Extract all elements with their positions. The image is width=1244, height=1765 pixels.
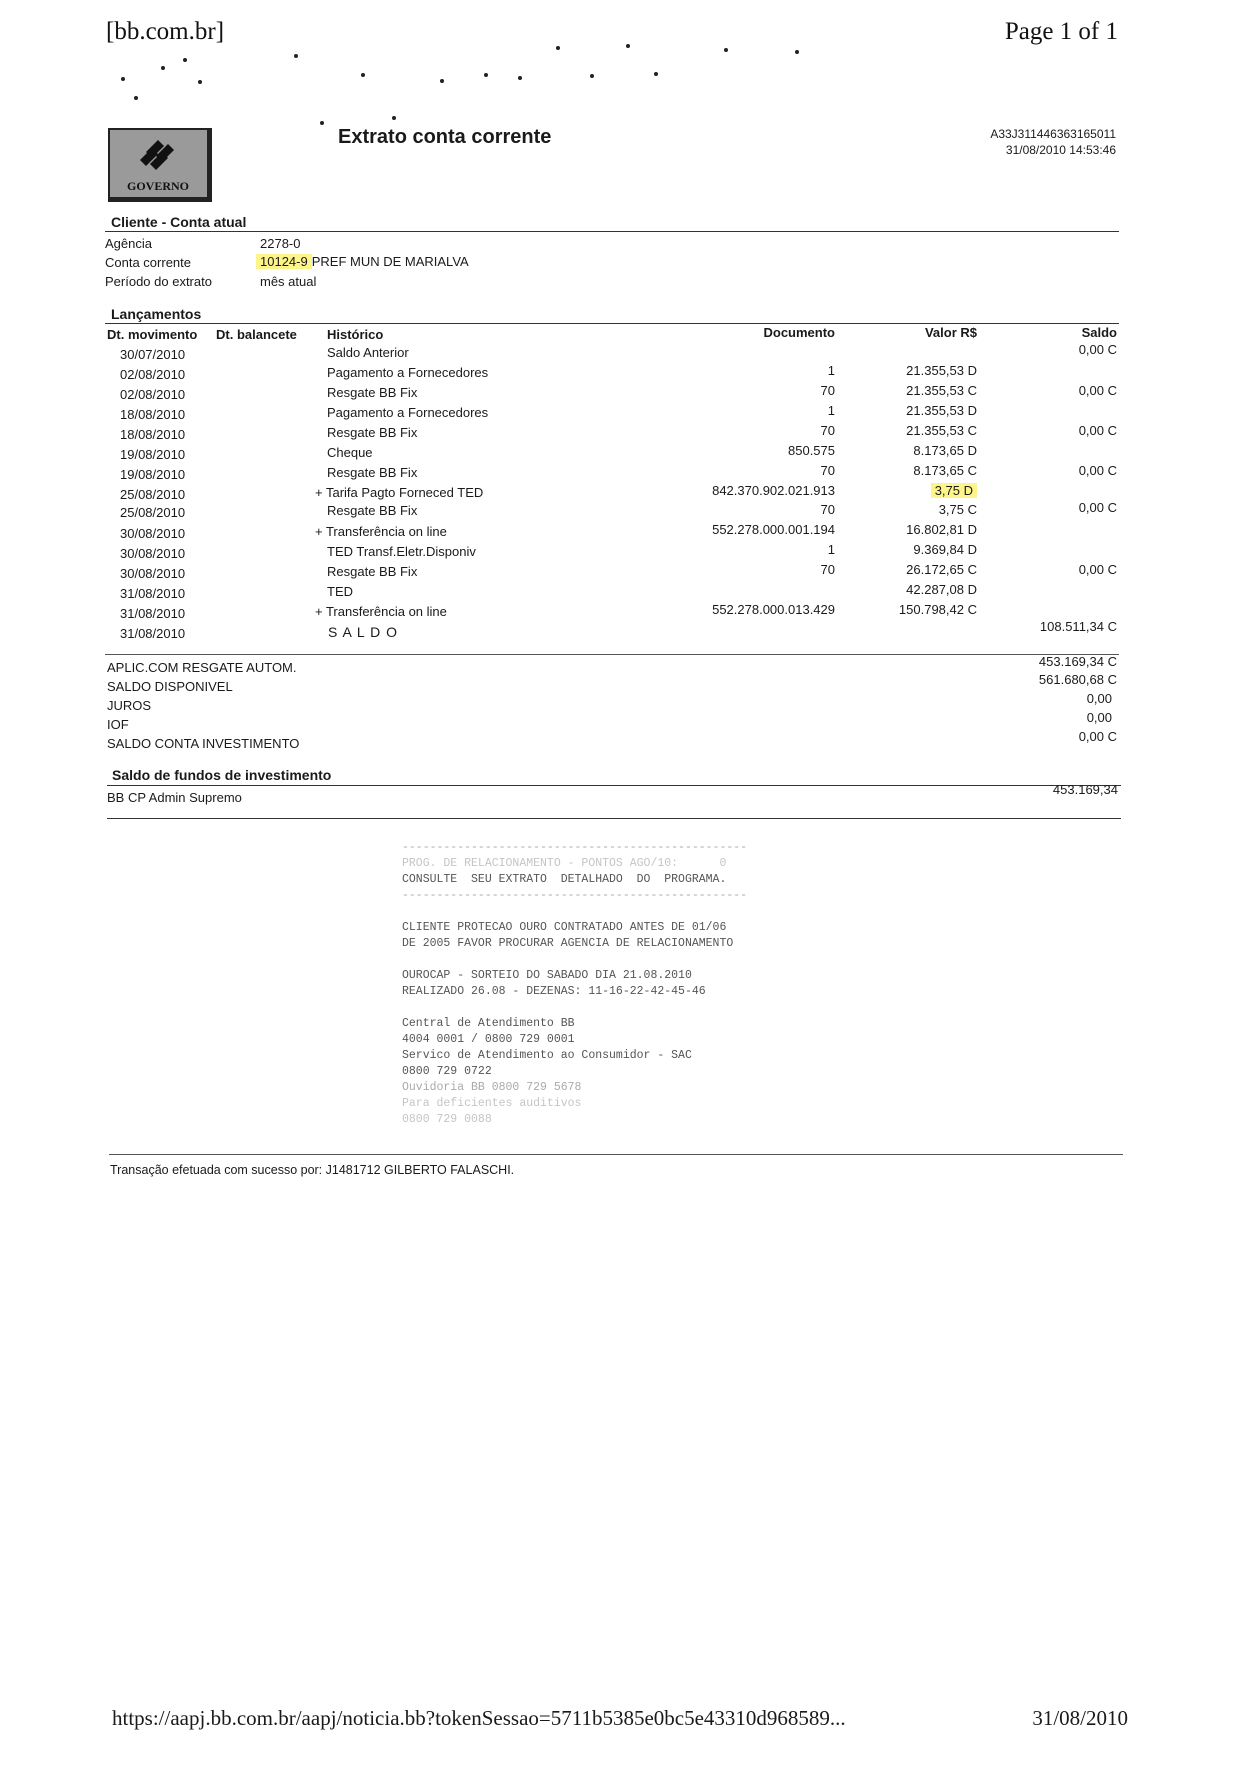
row-valor: 3,75 C [938, 502, 977, 517]
row-documento: 70 [820, 463, 835, 478]
periodo-label: Período do extrato [105, 274, 212, 289]
row-saldo: 0,00 C [1078, 383, 1117, 398]
row-valor: 16.802,81 D [906, 522, 977, 537]
print-date: 31/08/2010 [1032, 1706, 1128, 1730]
row-documento: 552.278.000.013.429 [712, 602, 835, 617]
row-documento: 850.575 [788, 443, 835, 458]
client-section-rule [105, 231, 1119, 232]
summary-label: SALDO DISPONIVEL [107, 679, 233, 694]
row-historico: TED [327, 584, 353, 599]
col-header-dt-movimento: Dt. movimento [107, 327, 198, 342]
summary-value: 453.169,34 C [1038, 654, 1117, 669]
col-header-valor: Valor R$ [924, 325, 977, 340]
summary-value: 0,00 [1086, 691, 1112, 706]
row-valor: 21.355,53 D [906, 363, 977, 378]
dash-line: -------------------------------------------------- [402, 889, 748, 902]
row-documento: 70 [820, 383, 835, 398]
message-line: DE 2005 FAVOR PROCURAR AGENCIA DE RELACIONAMENTO [402, 937, 734, 950]
row-valor: 21.355,53 C [906, 383, 977, 398]
fundos-section-rule [107, 785, 1121, 786]
row-documento: 842.370.902.021.913 [712, 483, 835, 498]
row-date: 30/08/2010 [120, 566, 186, 581]
footer-rule [109, 1154, 1123, 1155]
fundos-section-title: Saldo de fundos de investimento [112, 767, 332, 783]
row-date: 02/08/2010 [120, 367, 186, 382]
message-line: 4004 0001 / 0800 729 0001 [402, 1033, 575, 1046]
row-date: 30/07/2010 [120, 347, 186, 362]
row-date: 31/08/2010 [120, 586, 186, 601]
row-date: 30/08/2010 [120, 526, 186, 541]
conta-name: PREF MUN DE MARIALVA [311, 254, 469, 269]
row-saldo: 0,00 C [1078, 562, 1117, 577]
row-documento: 70 [820, 562, 835, 577]
document-code-block [990, 126, 1116, 158]
table-row [0, 619, 1244, 644]
row-date: 30/08/2010 [120, 546, 186, 561]
message-line: CLIENTE PROTECAO OURO CONTRATADO ANTES DE 01/06 [402, 921, 727, 934]
lancamentos-section-rule [105, 323, 1119, 324]
row-date: 19/08/2010 [120, 447, 186, 462]
row-historico: + Transferência on line [315, 524, 447, 539]
summary-value: 0,00 C [1078, 729, 1117, 744]
message-line: OUROCAP - SORTEIO DO SABADO DIA 21.08.2010 [402, 969, 692, 982]
col-header-dt-balancete: Dt. balancete [216, 327, 297, 342]
table-row [0, 500, 1244, 525]
row-date: 02/08/2010 [120, 387, 186, 402]
table-row [0, 524, 1244, 544]
row-saldo: 0,00 C [1078, 423, 1117, 438]
lancamentos-section-title: Lançamentos [111, 306, 202, 322]
message-line: Servico de Atendimento ao Consumidor - SAC [402, 1049, 692, 1062]
transaction-footer: Transação efetuada com sucesso por: J1481712 GILBERTO FALASCHI. [110, 1163, 515, 1177]
row-historico: + Transferência on line [315, 604, 447, 619]
message-line: Ouvidoria BB 0800 729 5678 [402, 1081, 582, 1094]
document-code: A33J311446363165011 [990, 127, 1116, 141]
summary-label: APLIC.COM RESGATE AUTOM. [107, 660, 297, 675]
summary-label: IOF [107, 717, 129, 732]
row-valor: 8.173,65 D [913, 443, 977, 458]
col-header-saldo: Saldo [1081, 325, 1117, 340]
message-line: 0800 729 0088 [402, 1113, 492, 1126]
row-valor: 9.369,84 D [913, 542, 977, 557]
row-documento: 1 [827, 542, 835, 557]
row-date: 18/08/2010 [120, 427, 186, 442]
table-row [0, 445, 1244, 465]
message-line: 0800 729 0722 [402, 1065, 492, 1078]
table-row [0, 365, 1244, 385]
row-valor: 26.172,65 C [906, 562, 977, 577]
dash-line: -------------------------------------------------- [402, 841, 748, 854]
site-header: [bb.com.br] [106, 18, 225, 45]
row-date: 31/08/2010 [120, 626, 186, 641]
row-valor: 21.355,53 D [906, 403, 977, 418]
row-saldo: 0,00 C [1078, 342, 1117, 357]
document-title: Extrato conta corrente [338, 126, 552, 148]
row-date: 18/08/2010 [120, 407, 186, 422]
row-valor: 8.173,65 C [913, 463, 977, 478]
row-valor: 21.355,53 C [906, 423, 977, 438]
row-documento: 70 [820, 423, 835, 438]
row-documento: 1 [827, 403, 835, 418]
client-section-title: Cliente - Conta atual [111, 214, 247, 230]
message-line: Para deficientes auditivos [402, 1097, 582, 1110]
row-historico: + Tarifa Pagto Forneced TED [315, 485, 484, 500]
message-line: CONSULTE SEU EXTRATO DETALHADO DO PROGRAMA. [402, 873, 727, 886]
row-date: 19/08/2010 [120, 467, 186, 482]
row-saldo: 108.511,34 C [1039, 619, 1117, 634]
row-valor: 42.287,08 D [906, 582, 977, 597]
table-row [0, 385, 1244, 405]
row-historico: TED Transf.Eletr.Disponiv [327, 544, 476, 559]
conta-value [256, 254, 469, 269]
row-valor [931, 483, 977, 498]
row-historico: Resgate BB Fix [327, 465, 418, 480]
row-documento: 70 [820, 502, 835, 517]
table-row [0, 485, 1244, 505]
row-date: 25/08/2010 [120, 487, 186, 502]
row-documento: 1 [827, 363, 835, 378]
row-historico: Resgate BB Fix [327, 564, 418, 579]
message-line: Central de Atendimento BB [402, 1017, 575, 1030]
fundo-value: 453.169,34 [1052, 782, 1118, 797]
row-historico: Resgate BB Fix [327, 385, 418, 400]
row-historico: Saldo Anterior [327, 345, 409, 360]
message-block [402, 840, 747, 1128]
row-saldo: 0,00 C [1078, 463, 1117, 478]
row-historico: Resgate BB Fix [327, 503, 418, 518]
table-row [0, 342, 1244, 365]
fundo-name: BB CP Admin Supremo [107, 790, 242, 805]
summary-value: 561.680,68 C [1038, 672, 1117, 687]
row-date: 25/08/2010 [120, 505, 186, 520]
table-end-rule [105, 654, 1119, 655]
highlighted-valor: 3,75 D [931, 483, 977, 498]
table-row [0, 465, 1244, 485]
col-header-historico: Histórico [327, 327, 384, 342]
conta-number: 10124-9 [256, 254, 312, 269]
periodo-value: mês atual [260, 274, 317, 289]
table-row [0, 544, 1244, 564]
table-row [0, 425, 1244, 445]
table-row [0, 564, 1244, 584]
row-valor: 150.798,42 C [898, 602, 977, 617]
bb-logo [108, 128, 212, 202]
message-line: REALIZADO 26.08 - DEZENAS: 11-16-22-42-45-46 [402, 985, 706, 998]
table-row [0, 405, 1244, 425]
agencia-label: Agência [105, 236, 152, 251]
row-saldo: 0,00 C [1078, 500, 1117, 515]
table-row [0, 584, 1244, 604]
summary-value: 0,00 [1086, 710, 1112, 725]
row-historico: Pagamento a Fornecedores [327, 405, 489, 420]
row-historico: S A L D O [328, 624, 398, 640]
document-timestamp: 31/08/2010 14:53:46 [1005, 143, 1116, 157]
row-historico: Resgate BB Fix [327, 425, 418, 440]
summary-label: JUROS [107, 698, 152, 713]
agencia-value: 2278-0 [260, 236, 301, 251]
page-url: https://aapj.bb.com.br/aapj/noticia.bb?tokenSessao=5711b5385e0bc5e43310d968589... [112, 1706, 846, 1730]
row-historico: Cheque [327, 445, 373, 460]
logo-text: GOVERNO [126, 179, 190, 193]
page-indicator: Page 1 of 1 [1004, 18, 1118, 45]
row-historico: Pagamento a Fornecedores [327, 365, 489, 380]
summary-label: SALDO CONTA INVESTIMENTO [107, 736, 300, 751]
bb-logo-icon [110, 130, 207, 197]
message-line: PROG. DE RELACIONAMENTO - PONTOS AGO/10: 0 [402, 857, 727, 870]
fundos-end-rule [107, 818, 1121, 819]
row-documento: 552.278.000.001.194 [712, 522, 835, 537]
conta-label: Conta corrente [105, 255, 191, 270]
col-header-documento: Documento [763, 325, 835, 340]
row-date: 31/08/2010 [120, 606, 186, 621]
